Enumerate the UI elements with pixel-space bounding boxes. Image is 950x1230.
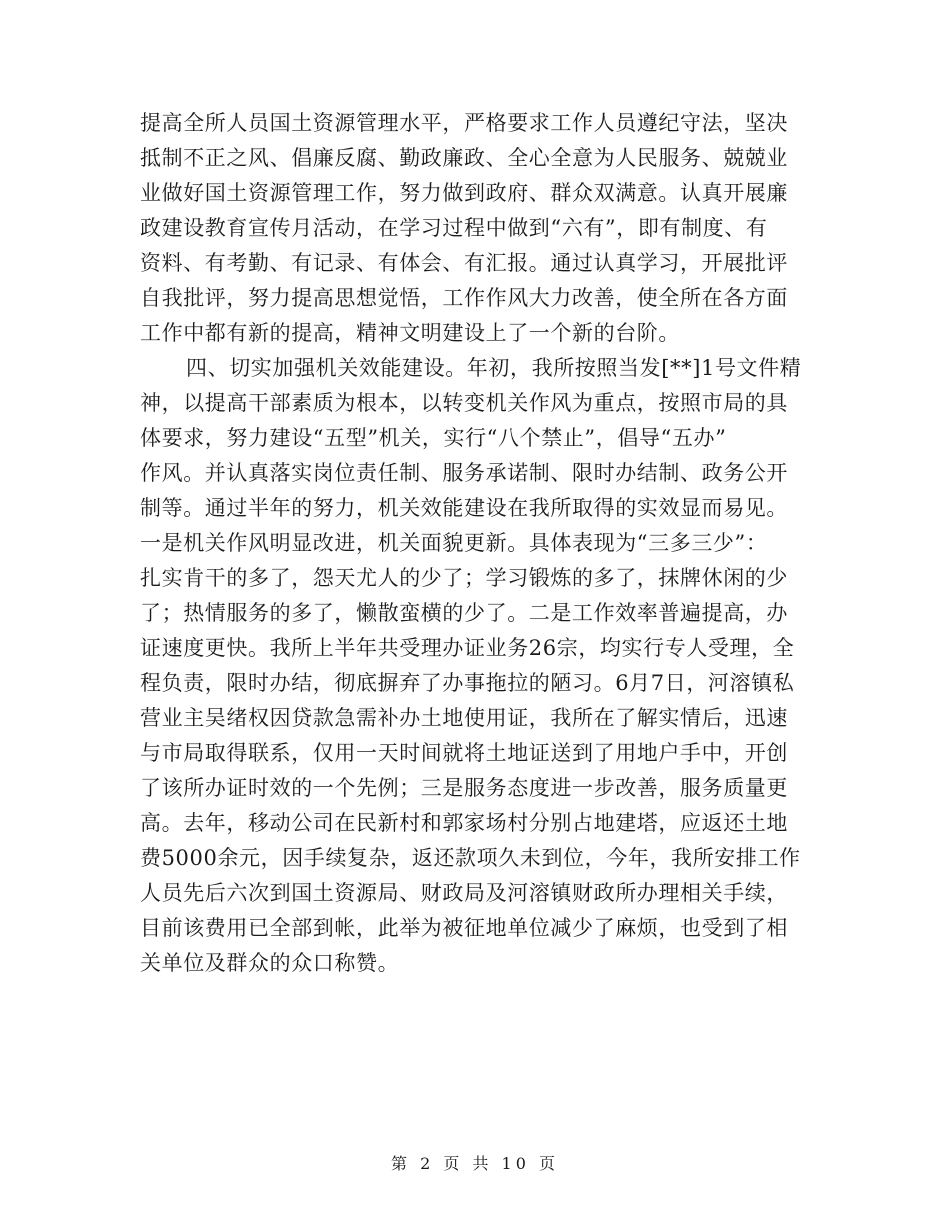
text-line: 政建设教育宣传月活动，在学习过程中做到“六有”，即有制度、有 xyxy=(140,216,768,240)
text-line: 程负责，限时办结，彻底摒弃了办事拖拉的陋习。6月7日，河溶镇私 xyxy=(140,671,795,695)
text-line: 业做好国土资源管理工作，努力做到政府、群众双满意。认真开展廉 xyxy=(140,181,788,205)
text-line: 与市局取得联系，仅用一天时间就将土地证送到了用地户手中，开创 xyxy=(140,741,788,765)
text-line: 高。去年，移动公司在民新村和郭家场村分别占地建塔，应返还土地 xyxy=(140,811,788,835)
text-line: 体要求，努力建设“五型”机关，实行“八个禁止”，倡导“五办” xyxy=(140,426,727,450)
text-line: 神，以提高干部素质为根本，以转变机关作风为重点，按照市局的具 xyxy=(140,391,788,415)
text-line: 资料、有考勤、有记录、有体会、有汇报。通过认真学习，开展批评 xyxy=(140,251,788,275)
page-number-footer: 第 2 页 共 10 页 xyxy=(391,1154,559,1173)
text-line: 抵制不正之风、倡廉反腐、勤政廉政、全心全意为人民服务、兢兢业 xyxy=(140,146,788,170)
text-line: 工作中都有新的提高，精神文明建设上了一个新的台阶。 xyxy=(140,321,680,345)
text-line: 目前该费用已全部到帐，此举为被征地单位减少了麻烦，也受到了相 xyxy=(140,916,788,940)
text-line: 提高全所人员国土资源管理水平，严格要求工作人员遵纪守法，坚决 xyxy=(140,111,788,135)
document-body xyxy=(140,106,820,981)
paragraph-first-line: 四、切实加强机关效能建设。年初，我所按照当发[**]1号文件精 xyxy=(186,356,802,380)
text-line: 一是机关作风明显改进，机关面貌更新。具体表现为“三多三少”： xyxy=(140,531,768,555)
text-line: 扎实肯干的多了，怨天尤人的少了；学习锻炼的多了，抹牌休闲的少 xyxy=(140,566,788,590)
text-line: 营业主吴绪权因贷款急需补办土地使用证，我所在了解实情后，迅速 xyxy=(140,706,788,730)
text-line: 了该所办证时效的一个先例；三是服务态度进一步改善，服务质量更 xyxy=(140,776,788,800)
text-line: 了；热情服务的多了，懒散蛮横的少了。二是工作效率普遍提高，办 xyxy=(140,601,788,625)
text-line: 费5000余元，因手续复杂，返还款项久未到位，今年，我所安排工作 xyxy=(140,846,801,870)
text-line: 证速度更快。我所上半年共受理办证业务26宗，均实行专人受理，全 xyxy=(140,636,795,660)
text-line: 制等。通过半年的努力，机关效能建设在我所取得的实效显而易见。 xyxy=(140,496,788,520)
text-line: 自我批评，努力提高思想觉悟，工作作风大力改善，使全所在各方面 xyxy=(140,286,788,310)
text-line: 关单位及群众的众口称赞。 xyxy=(140,951,400,975)
text-line: 作风。并认真落实岗位责任制、服务承诺制、限时办结制、政务公开 xyxy=(140,461,788,485)
text-line: 人员先后六次到国土资源局、财政局及河溶镇财政所办理相关手续， xyxy=(140,881,788,905)
